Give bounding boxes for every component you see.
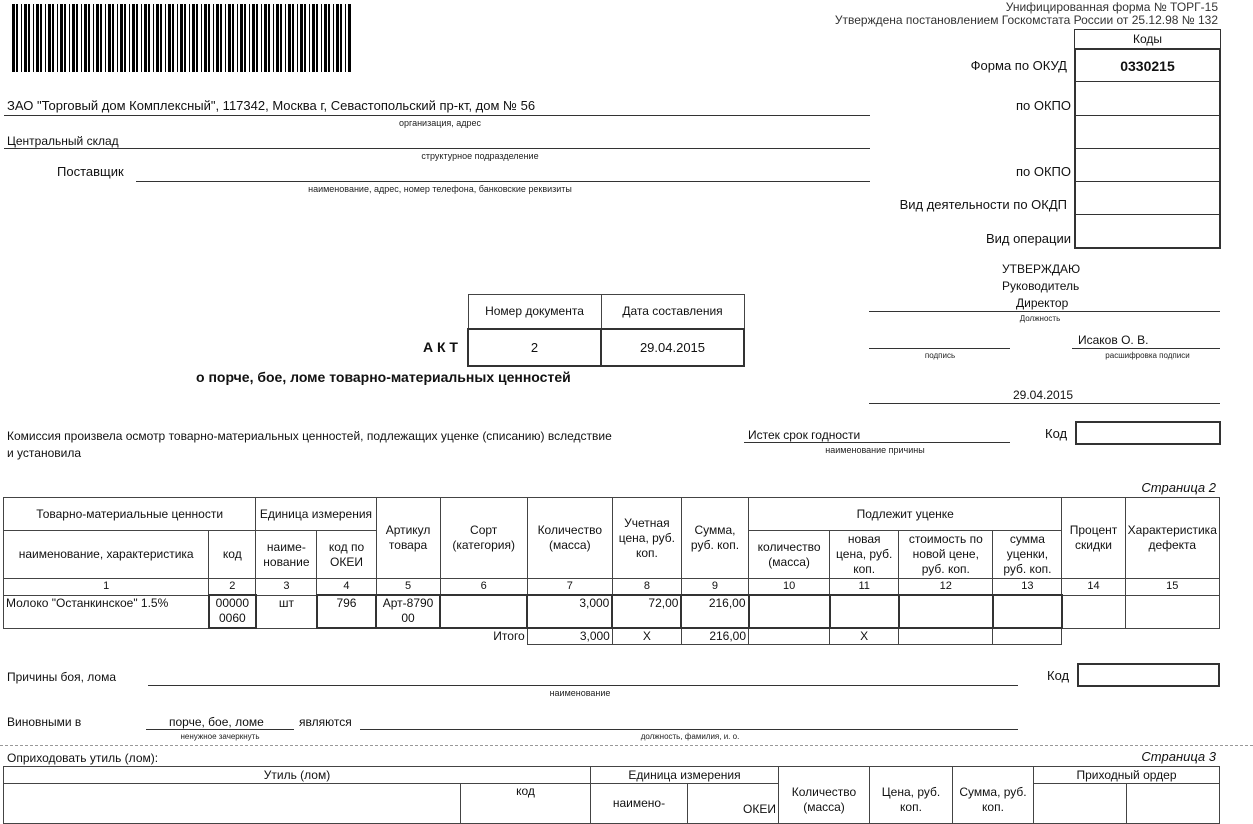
organization-name: ЗАО "Торговый дом Комплексный", 117342, Москва г, Севастопольский пр-кт, дом № 56 — [7, 98, 536, 113]
doc-date: 29.04.2015 — [601, 329, 744, 366]
header-scrap-price: Цена, руб. коп. — [870, 767, 953, 824]
commission-text: Комиссия произвела осмотр товарно-материальных ценностей, подлежащих уценке (списанию) вследствие — [7, 429, 612, 443]
header-okei: код по ОКЕИ — [317, 531, 376, 579]
reason-code-field[interactable] — [1075, 421, 1221, 445]
header-md-sum: сумма уценки, руб. коп. — [993, 531, 1062, 579]
operation-label: Вид операции — [985, 231, 1071, 246]
okud-code: 0330215 — [1076, 48, 1219, 82]
causes-label: Причины боя, лома — [7, 670, 116, 684]
header-order-col1 — [1034, 784, 1127, 824]
okpo-label: по ОКПО — [1015, 98, 1071, 113]
barcode-image — [12, 4, 352, 72]
header-scrap: Утиль (лом) — [4, 767, 591, 784]
approve-date: 29.04.2015 — [1013, 388, 1074, 402]
okpo2-label: по ОКПО — [1015, 164, 1071, 179]
header-percent: Процент скидки — [1062, 498, 1125, 579]
approver-name-caption: расшифровка подписи — [1105, 351, 1190, 360]
total-qty: 3,000 — [527, 628, 612, 645]
doc-number-header: Номер документа — [468, 295, 601, 329]
col-num: 8 — [612, 579, 681, 596]
header-scrap-order: Приходный ордер — [1034, 767, 1220, 784]
row-code — [209, 595, 256, 628]
col-num: 6 — [440, 579, 527, 596]
row-md-qty — [749, 595, 830, 628]
col-num: 10 — [749, 579, 830, 596]
row-price: 72,00 — [612, 595, 681, 628]
header-sort: Сорт (категория) — [440, 498, 527, 579]
supplier-caption: наименование, адрес, номер телефона, банковские реквизиты — [308, 184, 572, 194]
total-md-sum — [993, 628, 1062, 645]
approve-title: УТВЕРЖДАЮ — [1002, 262, 1081, 276]
header-defect: Характеристика дефекта — [1125, 498, 1219, 579]
header-price: Учетная цена, руб. коп. — [612, 498, 681, 579]
scrap-label: Оприходовать утиль (лом): — [7, 751, 159, 765]
header-scrap-qty: Количество (масса) — [779, 767, 870, 824]
header-qty: Количество (масса) — [527, 498, 612, 579]
approval-note: Утверждена постановлением Госкомстата России от 25.12.98 № 132 — [834, 13, 1218, 27]
row-sort — [440, 595, 527, 628]
col-num: 2 — [209, 579, 256, 596]
row-okei: 796 — [317, 595, 376, 628]
column-numbers-row — [4, 579, 1220, 596]
form-name: Унифицированная форма № ТОРГ-15 — [1005, 0, 1218, 14]
header-scrap-unit: Единица измерения — [591, 767, 779, 784]
col-num: 13 — [993, 579, 1062, 596]
act-subtitle: о порче, бое, ломе товарно-материальных ценностей — [196, 369, 571, 385]
approve-position: Директор — [1016, 296, 1069, 310]
total-md-cost — [899, 628, 993, 645]
table-row — [4, 595, 1220, 628]
total-md-price: X — [830, 628, 899, 645]
organization-caption: организация, адрес — [398, 118, 482, 128]
header-scrap-code: код — [461, 784, 591, 824]
total-price: X — [612, 628, 681, 645]
row-qty: 3,000 — [527, 595, 612, 628]
col-num: 3 — [256, 579, 317, 596]
causes-caption: наименование — [549, 688, 611, 698]
commission-text2: и установила — [7, 446, 81, 460]
document-number-table — [467, 294, 745, 367]
header-sum: Сумма, руб. коп. — [681, 498, 748, 579]
header-name: наименование, характеристика — [4, 531, 209, 579]
header-goods: Товарно-материальные ценности — [4, 498, 256, 531]
guilty-value-caption: ненужное зачеркнуть — [180, 732, 260, 741]
row-sum: 216,00 — [681, 595, 748, 628]
row-md-sum — [993, 595, 1062, 628]
total-row — [4, 628, 1220, 645]
col-num: 1 — [4, 579, 209, 596]
header-scrap-sum: Сумма, руб. коп. — [953, 767, 1034, 824]
row-code-line2: 0060 — [218, 611, 246, 625]
causes-code-label: Код — [1047, 668, 1070, 683]
header-unit-name: наиме-нование — [256, 531, 317, 579]
doc-date-header: Дата составления — [601, 295, 744, 329]
header-order-col2 — [1126, 784, 1219, 824]
row-md-cost — [899, 595, 993, 628]
col-num: 11 — [830, 579, 899, 596]
header-scrap-okei: ОКЕИ — [688, 784, 779, 824]
row-unit: шт — [256, 595, 317, 628]
approver-name: Исаков О. В. — [1078, 333, 1149, 347]
page-3-label: Страница 3 — [1141, 749, 1216, 764]
reason-caption: наименование причины — [825, 445, 925, 455]
reason-value: Истек срок годности — [748, 428, 861, 442]
header-scrap-unit-name: наимено- — [591, 784, 688, 824]
division-name: Центральный склад — [7, 134, 119, 148]
guilty-label: Виновными в — [7, 715, 82, 729]
header-md-price: новая цена, руб. коп. — [830, 531, 899, 579]
row-defect — [1125, 595, 1219, 628]
header-unit: Единица измерения — [256, 498, 376, 531]
total-md-qty — [749, 628, 830, 645]
page-2-label: Страница 2 — [1141, 480, 1216, 495]
row-article — [376, 595, 440, 628]
row-article-line1: Арт-8790 — [382, 596, 434, 610]
total-sum: 216,00 — [681, 628, 748, 645]
col-num: 14 — [1062, 579, 1125, 596]
row-code-line1: 00000 — [215, 596, 250, 610]
col-num: 7 — [527, 579, 612, 596]
position-caption: Должность — [1019, 314, 1061, 323]
col-num: 15 — [1125, 579, 1219, 596]
guilty-value: порче, бое, ломе — [169, 715, 264, 729]
row-md-price — [830, 595, 899, 628]
doc-number: 2 — [468, 329, 601, 366]
row-percent — [1062, 595, 1125, 628]
page-separator — [0, 745, 1253, 746]
goods-table — [3, 497, 1220, 645]
total-label: Итого — [493, 629, 525, 644]
row-name: Молоко "Останкинское" 1.5% — [4, 595, 209, 628]
signature-caption: подпись — [924, 351, 956, 360]
col-num: 5 — [376, 579, 440, 596]
header-md-cost: стоимость по новой цене, руб. коп. — [899, 531, 993, 579]
header-scrap-name — [4, 784, 461, 824]
act-label: А К Т — [423, 339, 458, 355]
col-num: 9 — [681, 579, 748, 596]
col-num: 12 — [899, 579, 993, 596]
scrap-table — [3, 766, 1220, 824]
codes-title: Коды — [1074, 29, 1221, 49]
header-markdown: Подлежит уценке — [749, 498, 1062, 531]
header-article: Артикул товара — [376, 498, 440, 579]
col-num: 4 — [317, 579, 376, 596]
okdp-label: Вид деятельности по ОКДП — [899, 197, 1067, 212]
supplier-label: Поставщик — [57, 164, 124, 179]
division-caption: структурное подразделение — [421, 151, 539, 161]
header-code: код — [209, 531, 256, 579]
okud-label: Форма по ОКУД — [970, 58, 1067, 73]
guilty-are: являются — [299, 715, 352, 729]
guilty-caption: должность, фамилия, и. о. — [640, 732, 740, 741]
row-article-line2: 00 — [401, 611, 415, 625]
reason-code-label: Код — [1045, 426, 1068, 441]
causes-code-field[interactable] — [1077, 663, 1220, 687]
header-md-qty: количество (масса) — [749, 531, 830, 579]
approve-head: Руководитель — [1002, 279, 1080, 293]
